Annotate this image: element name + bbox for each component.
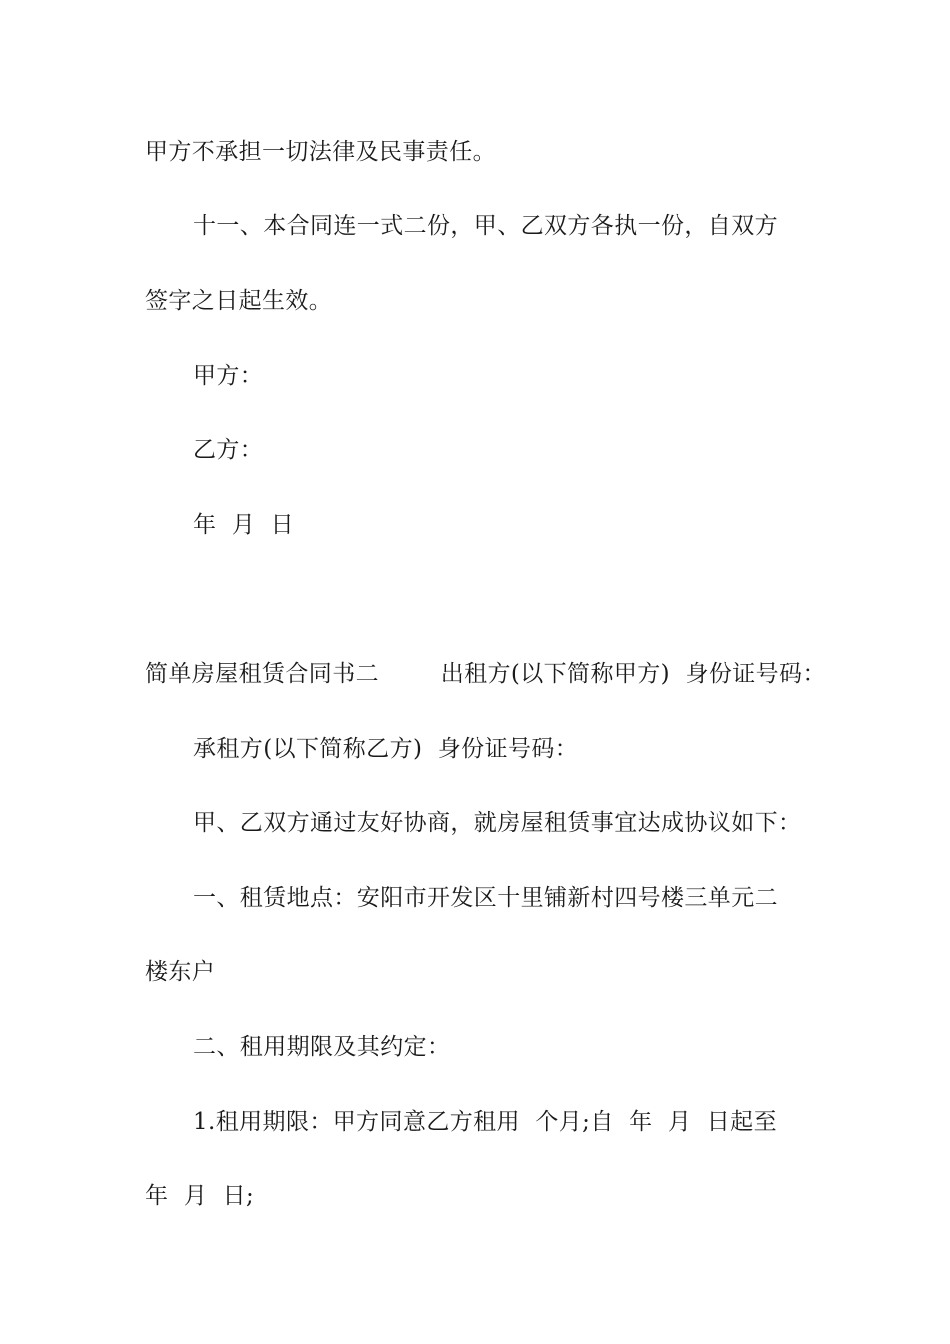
clause-1-location-cont: 楼东户	[145, 959, 216, 985]
clause-2-1-term: 1.租用期限：甲方同意乙方租用 个月;自 年 月 日起至	[193, 1109, 777, 1135]
clause-2-1-term-cont: 年 月 日;	[145, 1183, 255, 1209]
text-line-clause-11: 十一、本合同连一式二份，甲、乙双方各执一份，自双方	[193, 213, 778, 239]
signature-date: 年 月 日	[193, 512, 295, 538]
text-line-liability: 甲方不承担一切法律及民事责任。	[145, 139, 496, 165]
text-line-clause-11-cont: 签字之日起生效。	[145, 288, 333, 314]
agreement-intro: 甲、乙双方通过友好协商，就房屋租赁事宜达成协议如下：	[193, 810, 802, 836]
signature-party-b: 乙方：	[193, 437, 264, 463]
clause-1-location: 一、租赁地点：安阳市开发区十里铺新村四号楼三单元二	[193, 885, 778, 911]
lessee-line: 承租方(以下简称乙方) 身份证号码：	[193, 736, 579, 762]
clause-2-term-heading: 二、租用期限及其约定：	[193, 1034, 451, 1060]
signature-party-a: 甲方：	[193, 363, 264, 389]
contract-two-heading: 简单房屋租赁合同书二 出租方(以下简称甲方) 身份证号码：	[145, 661, 826, 687]
